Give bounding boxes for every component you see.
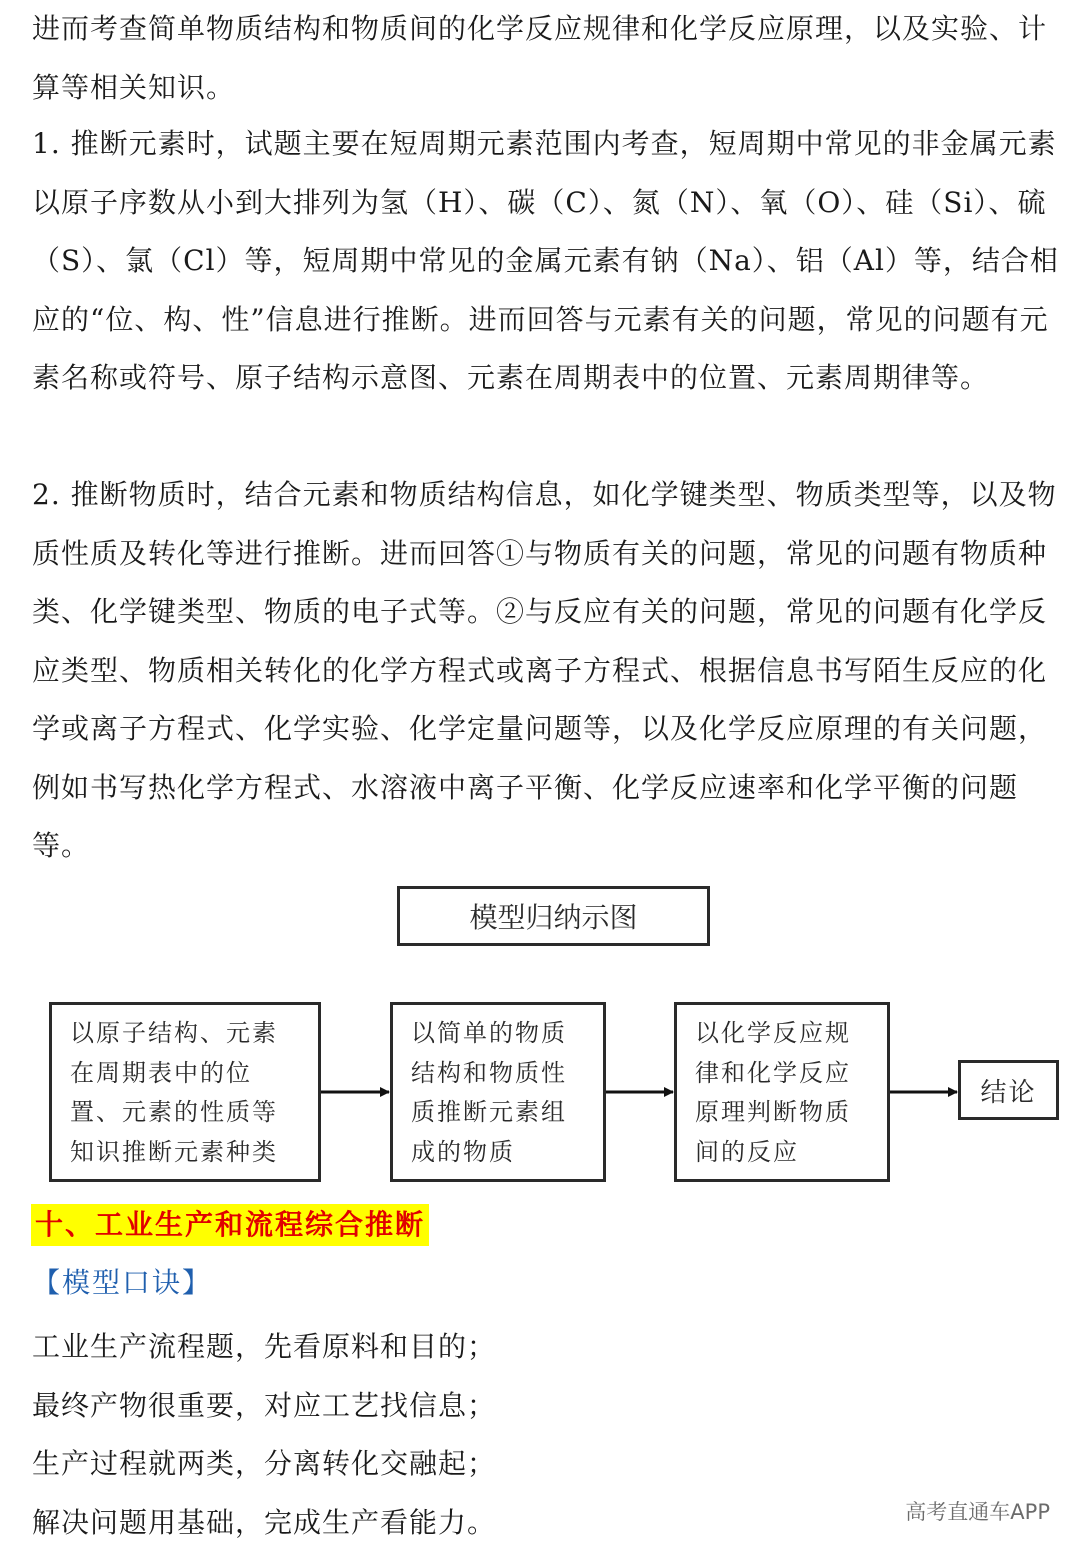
mnemonic-line: 最终产物很重要，对应工艺找信息； (32, 1389, 497, 1422)
flow-step-1: 以原子结构、元素在周期表中的位置、元素的性质等知识推断元素种类 (49, 1002, 321, 1182)
flow-step-3: 以化学反应规律和化学反应原理判断物质间的反应 (674, 1002, 890, 1182)
diagram-title: 模型归纳示图 (397, 886, 710, 946)
flow-step-conclusion: 结论 (958, 1060, 1059, 1120)
paragraph-substance-inference: 2. 推断物质时，结合元素和物质结构信息，如化学键类型、物质类型等，以及物质性质及转化等进行推断。进而回答①与物质有关的问题，常见的问题有物质种类、化学键类型、物质的电子式等。②与反应有关的问题，常见的问题有化学反应类型、物质相关转化的化学方程式或离子方程式、根据信息书写陌生反应的化学或离子方程式、化学实验、化学定量问题等，以及化学反应原理的有关问题，例如书写热化学方程式、水溶液中离子平衡、化学反应速率和化学平衡的问题等。 (32, 478, 1057, 862)
watermark: 高考直通车APP (905, 1500, 1050, 1524)
paragraph-element-inference: 1. 推断元素时，试题主要在短周期元素范围内考查，短周期中常见的非金属元素以原子序数从小到大排列为氢（H）、碳（C）、氮（N）、氧（O）、硅（Si）、硫（S）、氯（Cl）等，短周期中常见的金属元素有钠（Na）、铝（Al）等，结合相应的“位、构、性”信息进行推断。进而回答与元素有关的问题，常见的问题有元素名称或符号、原子结构示意图、元素在周期表中的位置、元素周期律等。 (32, 127, 1059, 394)
mnemonic-line: 解决问题用基础，完成生产看能力。 (32, 1506, 497, 1539)
section-heading: 十、工业生产和流程综合推断 (31, 1204, 429, 1246)
mnemonic-label: 【模型口诀】 (32, 1266, 213, 1299)
intro-paragraph: 进而考查简单物质结构和物质间的化学反应规律和化学反应原理，以及实验、计算等相关知识。 (32, 12, 1048, 104)
mnemonic-line: 工业生产流程题，先看原料和目的； (32, 1330, 497, 1363)
flow-step-2: 以简单的物质结构和物质性质推断元素组成的物质 (390, 1002, 606, 1182)
mnemonic-line: 生产过程就两类，分离转化交融起； (32, 1447, 497, 1480)
